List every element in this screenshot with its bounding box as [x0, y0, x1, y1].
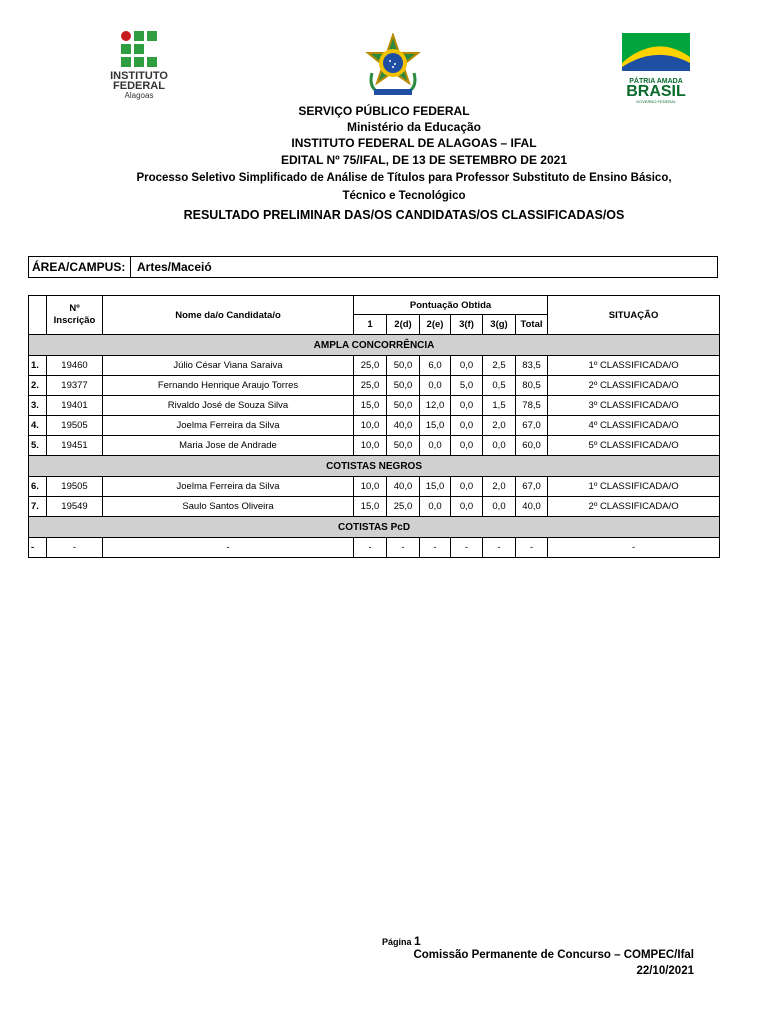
- section-row: [29, 517, 720, 538]
- area-campus-value: Artes/Maceió: [137, 260, 212, 274]
- row-number: 1.: [29, 356, 47, 376]
- col-situacao-header: SITUAÇÃO: [548, 296, 720, 335]
- score-cell: 10,0: [354, 416, 387, 436]
- header-process: Processo Seletivo Simplificado de Análise de Títulos para Professor Substituto de Ensino Básico,: [136, 172, 672, 184]
- situacao-cell: 4º CLASSIFICADA/O: [548, 416, 720, 436]
- candidate-name-cell: Fernando Henrique Araujo Torres: [103, 376, 354, 396]
- row-number: 4.: [29, 416, 47, 436]
- score-cell: 15,0: [420, 477, 451, 497]
- inscricao-cell: 19451: [47, 436, 103, 456]
- candidate-name-cell: Saulo Santos Oliveira: [103, 497, 354, 517]
- ifal-logo: [103, 31, 175, 105]
- score-cell: -: [387, 538, 420, 558]
- score-cell: -: [516, 538, 548, 558]
- score-cell: 50,0: [387, 436, 420, 456]
- score-cell: 15,0: [354, 497, 387, 517]
- table-row: [29, 416, 720, 436]
- table-row: [29, 396, 720, 416]
- section-title: COTISTAS NEGROS: [29, 456, 720, 477]
- table-row: [29, 497, 720, 517]
- table-row: [29, 477, 720, 497]
- score-cell: -: [354, 538, 387, 558]
- footer-commission: Comissão Permanente de Concurso – COMPEC/Ifal: [413, 949, 694, 961]
- ifal-logo-text: INSTITUTO FEDERAL Alagoas: [110, 70, 168, 100]
- score-cell: 83,5: [516, 356, 548, 376]
- candidate-name-cell: Rivaldo José de Souza Silva: [103, 396, 354, 416]
- candidate-name-cell: Joelma Ferreira da Silva: [103, 416, 354, 436]
- score-cell: 40,0: [387, 477, 420, 497]
- score-col-header: 3(f): [451, 315, 483, 335]
- inscricao-cell: 19460: [47, 356, 103, 376]
- col-inscricao-header: Nº Inscrição: [47, 296, 103, 335]
- score-cell: 0,0: [483, 497, 516, 517]
- situacao-cell: 2º CLASSIFICADA/O: [548, 497, 720, 517]
- candidate-name-cell: Maria Jose de Andrade: [103, 436, 354, 456]
- inscricao-cell: 19505: [47, 416, 103, 436]
- candidate-name-cell: -: [103, 538, 354, 558]
- score-cell: 10,0: [354, 477, 387, 497]
- score-cell: 15,0: [354, 396, 387, 416]
- section-title: AMPLA CONCORRÊNCIA: [29, 335, 720, 356]
- score-cell: 0,0: [451, 436, 483, 456]
- score-cell: 0,0: [451, 416, 483, 436]
- header-ministry: Ministério da Educação: [346, 120, 482, 134]
- table-row: [29, 376, 720, 396]
- page-title: RESULTADO PRELIMINAR DAS/OS CANDIDATAS/OS CLASSIFICADAS/OS: [183, 208, 625, 222]
- score-col-header: 2(d): [387, 315, 420, 335]
- score-cell: 50,0: [387, 376, 420, 396]
- header-service: SERVIÇO PÚBLICO FEDERAL: [298, 104, 470, 118]
- page-number-label: Página 1: [382, 934, 421, 948]
- score-cell: 2,0: [483, 477, 516, 497]
- col-pontuacao-header: Pontuação Obtida: [354, 296, 548, 315]
- header-institute: INSTITUTO FEDERAL DE ALAGOAS – IFAL: [291, 136, 537, 150]
- section-row: [29, 335, 720, 356]
- score-col-header: 1: [354, 315, 387, 335]
- row-number: 2.: [29, 376, 47, 396]
- score-cell: 40,0: [387, 416, 420, 436]
- score-cell: -: [420, 538, 451, 558]
- score-cell: 10,0: [354, 436, 387, 456]
- inscricao-cell: 19401: [47, 396, 103, 416]
- row-number: 5.: [29, 436, 47, 456]
- section-title: COTISTAS PcD: [29, 517, 720, 538]
- score-cell: 25,0: [354, 376, 387, 396]
- situacao-cell: 1º CLASSIFICADA/O: [548, 477, 720, 497]
- footer-date: 22/10/2021: [636, 965, 694, 977]
- situacao-cell: 2º CLASSIFICADA/O: [548, 376, 720, 396]
- score-cell: 6,0: [420, 356, 451, 376]
- score-cell: 60,0: [516, 436, 548, 456]
- candidate-name-cell: Júlio César Viana Saraiva: [103, 356, 354, 376]
- table-row: [29, 356, 720, 376]
- ifal-logo-mark: [121, 31, 157, 67]
- score-col-header: 2(e): [420, 315, 451, 335]
- inscricao-cell: 19549: [47, 497, 103, 517]
- score-cell: 80,5: [516, 376, 548, 396]
- score-cell: 1,5: [483, 396, 516, 416]
- row-number: 3.: [29, 396, 47, 416]
- situacao-cell: 3º CLASSIFICADA/O: [548, 396, 720, 416]
- score-cell: 25,0: [387, 497, 420, 517]
- candidate-name-cell: Joelma Ferreira da Silva: [103, 477, 354, 497]
- score-cell: 0,0: [451, 497, 483, 517]
- inscricao-cell: 19505: [47, 477, 103, 497]
- patria-amada-brasil-logo: PÁTRIA AMADA BRASIL GOVERNO FEDERAL: [622, 33, 690, 101]
- score-cell: -: [451, 538, 483, 558]
- score-cell: 15,0: [420, 416, 451, 436]
- score-cell: 50,0: [387, 396, 420, 416]
- score-cell: 67,0: [516, 477, 548, 497]
- score-cell: 78,5: [516, 396, 548, 416]
- row-number: -: [29, 538, 47, 558]
- score-cell: 0,0: [420, 436, 451, 456]
- area-campus-box: [28, 256, 718, 278]
- score-cell: 0,0: [451, 477, 483, 497]
- score-cell: 0,0: [451, 356, 483, 376]
- situacao-cell: 5º CLASSIFICADA/O: [548, 436, 720, 456]
- score-cell: 0,0: [420, 376, 451, 396]
- results-table: [28, 295, 720, 558]
- table-row: [29, 436, 720, 456]
- area-campus-label: ÁREA/CAMPUS:: [29, 257, 131, 277]
- score-cell: 0,0: [451, 396, 483, 416]
- score-cell: 12,0: [420, 396, 451, 416]
- score-cell: 67,0: [516, 416, 548, 436]
- score-cell: 50,0: [387, 356, 420, 376]
- brasil-flag-icon: [622, 33, 690, 71]
- header-edital: EDITAL Nº 75/IFAL, DE 13 DE SETEMBRO DE 2021: [280, 153, 567, 167]
- situacao-cell: 1º CLASSIFICADA/O: [548, 356, 720, 376]
- table-row: [29, 538, 720, 558]
- score-col-header: Total: [516, 315, 548, 335]
- score-cell: -: [483, 538, 516, 558]
- brazil-coat-of-arms-icon: [360, 33, 426, 101]
- situacao-cell: -: [548, 538, 720, 558]
- score-cell: 2,0: [483, 416, 516, 436]
- score-cell: 0,0: [483, 436, 516, 456]
- inscricao-cell: -: [47, 538, 103, 558]
- score-cell: 40,0: [516, 497, 548, 517]
- row-number: 6.: [29, 477, 47, 497]
- score-cell: 0,5: [483, 376, 516, 396]
- col-nome-header: Nome da/o Candidata/o: [103, 296, 354, 335]
- header-blank-cell: [29, 296, 47, 335]
- score-col-header: 3(g): [483, 315, 516, 335]
- score-cell: 0,0: [420, 497, 451, 517]
- header-process-cont: Técnico e Tecnológico: [342, 190, 466, 202]
- score-cell: 5,0: [451, 376, 483, 396]
- score-cell: 2,5: [483, 356, 516, 376]
- row-number: 7.: [29, 497, 47, 517]
- score-cell: 25,0: [354, 356, 387, 376]
- section-row: [29, 456, 720, 477]
- inscricao-cell: 19377: [47, 376, 103, 396]
